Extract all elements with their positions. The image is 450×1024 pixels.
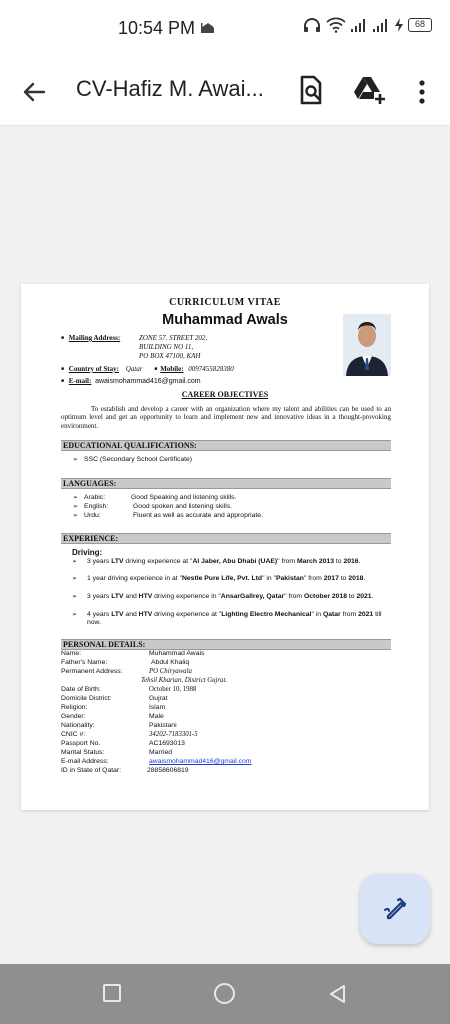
mailing-address-row: [61, 334, 120, 342]
personal-label: Passport No.: [61, 740, 101, 747]
back-arrow-icon[interactable]: [18, 76, 50, 108]
personal-value: Abdul Khaliq: [151, 659, 190, 666]
experience-item: ➢ 4 years LTV and HTV driving experience at "Lighting Electro Mechanical" in Qatar from 2021 till now.: [73, 611, 393, 627]
personal-value: 34202-7183301-5: [149, 731, 198, 738]
personal-label: Permanent Address:: [61, 668, 123, 675]
wifi-icon: [326, 17, 346, 33]
cv-heading: CURRICULUM VITAE: [169, 297, 281, 308]
home-circle-icon[interactable]: [214, 983, 235, 1004]
address-line: PO BOX 47100, KAH: [139, 352, 201, 360]
language-name: ➢ Urdu:: [73, 512, 101, 519]
address-line: BUILDING NO 11,: [139, 343, 194, 351]
languages-section-header: LANGUAGES:: [61, 478, 391, 489]
experience-item: ➢ 3 years LTV and HTV driving experience in "AnsarGallrey, Qatar" from October 2018 to 2021.: [73, 593, 393, 601]
mosque-icon: [200, 20, 216, 34]
personal-label: E-mail Address:: [61, 758, 109, 765]
signal-icon: [350, 17, 368, 33]
personal-value: October 10, 1988: [149, 686, 197, 693]
personal-value: Male: [149, 713, 164, 720]
status-icons: [302, 17, 432, 33]
language-name: ➢ Arabic:: [73, 494, 105, 501]
personal-label: Religion:: [61, 704, 88, 711]
status-time: 10:54 PM: [118, 18, 196, 38]
experience-section-header: EXPERIENCE:: [61, 533, 391, 544]
personal-label: CNIC #:: [61, 731, 86, 738]
personal-value: Islam: [149, 704, 166, 711]
personal-value: Pakistani: [149, 722, 177, 729]
personal-label: Father's Name:: [61, 659, 108, 666]
career-objectives-title: CAREER OBJECTIVES: [181, 390, 269, 399]
recents-square-icon[interactable]: [103, 984, 121, 1002]
charging-icon: [394, 17, 404, 33]
document-title: CV-Hafiz M. Awai...: [76, 76, 264, 101]
personal-value: 28858606819: [147, 767, 189, 774]
personal-value: Married: [149, 749, 173, 756]
edit-pen-icon: [382, 896, 408, 922]
personal-label: Name:: [61, 650, 82, 657]
personal-value: AC1693013: [149, 740, 185, 747]
system-nav-bar: [0, 964, 450, 1024]
document-search-icon[interactable]: [296, 74, 326, 106]
country-row: [61, 365, 234, 373]
language-level: Good Speaking and listening skills.: [131, 494, 237, 501]
profile-photo: [343, 314, 391, 376]
more-vert-icon[interactable]: [410, 76, 434, 108]
mobile-value: 0097455828380: [188, 365, 234, 373]
experience-subheading: Driving:: [72, 548, 103, 557]
country-label: Country of Stay:: [68, 365, 119, 373]
battery-icon: 68: [408, 18, 432, 32]
personal-label: ID in State of Qatar:: [61, 767, 122, 774]
document-page[interactable]: [21, 284, 429, 810]
education-section-header: EDUCATIONAL QUALIFICATIONS:: [61, 440, 391, 451]
status-bar: [0, 0, 450, 56]
mailing-address-label: Mailing Address:: [68, 334, 121, 342]
signal-icon: [372, 17, 390, 33]
language-name: ➢ English:: [73, 503, 108, 510]
address-line: ZONE 57. STREET 202,: [139, 334, 208, 342]
experience-item: ➢ 3 years LTV driving experience at "Al Jaber, Abu Dhabi (UAE)" from March 2013 to 2016.: [73, 558, 393, 566]
edit-fab-button[interactable]: [360, 874, 430, 944]
personal-value: PO Chiryawala: [149, 668, 192, 675]
cv-name: Muhammad Awals: [162, 312, 288, 328]
personal-value: Tehsil Kharian, District Gujrat.: [141, 677, 228, 684]
email-label: E-mail:: [68, 377, 92, 385]
drive-add-icon[interactable]: [352, 74, 386, 106]
mobile-label: Mobile:: [160, 365, 184, 373]
email-value: awaismohammad416@gmail.com: [95, 378, 201, 385]
experience-item: ➢ 1 year driving experience in at "Nestle Pure Life, Pvt. Ltd" in "Pakistan" from 2017 to 2018.: [73, 575, 393, 583]
personal-value: Muhammad Awais: [149, 650, 205, 657]
language-level: Good spoken and listening skills.: [133, 503, 232, 510]
email-link[interactable]: awaismohammad416@gmail.com: [149, 758, 252, 765]
personal-label: Marital Status:: [61, 749, 105, 756]
language-level: Fluent as well as accurate and appropriate.: [133, 512, 263, 519]
personal-value: Gujrat: [149, 695, 168, 702]
headphones-icon: [302, 17, 322, 33]
country-value: Qatar: [125, 365, 143, 373]
app-bar: [0, 56, 450, 126]
career-objectives-text: To establish and develop a career with an organization where my talent and abilities can be used to an optimum level and get an opportunity to learn and implement new and innovative ideas in a thought-provoking environment.: [61, 405, 391, 430]
education-item: ➢ SSC (Secondary School Certificate): [73, 456, 192, 463]
personal-label: Nationality:: [61, 722, 95, 729]
personal-label: Gender:: [61, 713, 86, 720]
personal-details-section-header: PERSONAL DETAILS:: [61, 639, 391, 650]
personal-label: Domicile District:: [61, 695, 112, 702]
personal-label: Date of Birth:: [61, 686, 101, 693]
back-triangle-icon[interactable]: [327, 983, 349, 1005]
email-row: [61, 377, 201, 385]
